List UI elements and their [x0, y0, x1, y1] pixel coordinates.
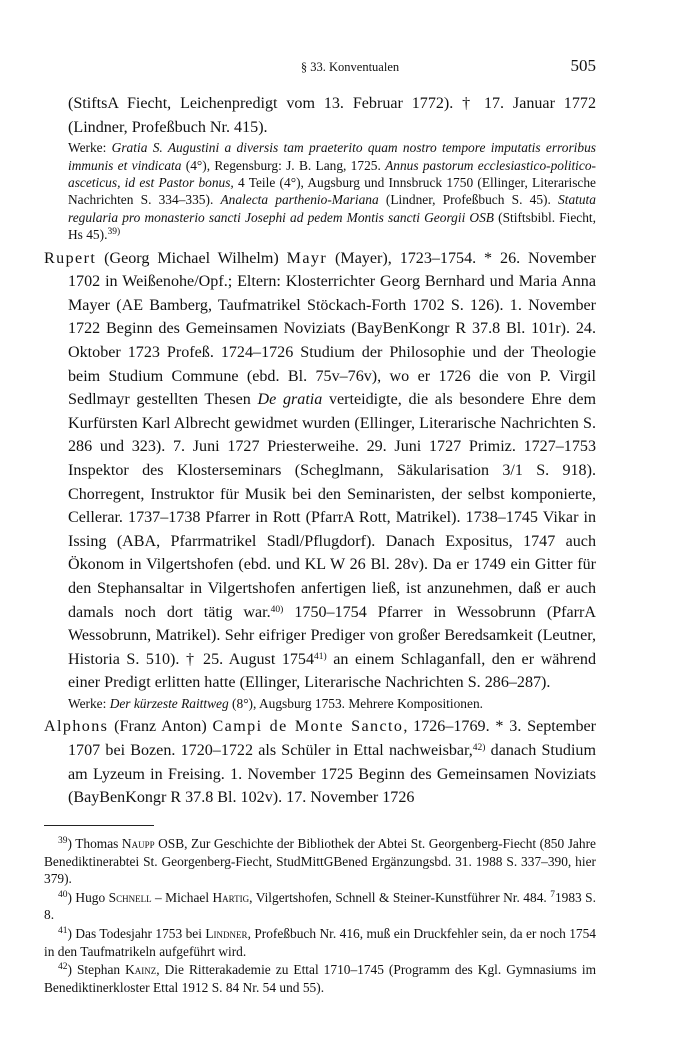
edition-number: 7: [550, 889, 555, 900]
entry-text: verteidigte, die als besondere Ehre dem Kurfürsten Karl Albrecht gewidmet wurden (Ellinger, Literarische Nachrichten S. 286 und 323). 7. Juni 1727 Priesterweihe. 29. Juni 1727 Primiz. 1727–1753 Inspektor des Klosterseminars (Scheglmann, Säkularisation 3/1 S. 918). Chorregent, Instruktor für Musik bei den Seminaristen, der selbst komponierte, Cellerar. 1737–1738 Pfarrer in Rott (PfarrA Rott, Matrikel). 1738–1745 Vikar in Issing (ABA, Pfarrmatrikel Stadl/Pflugdorf). Danach Expositus, 1747 auch Ökonom in Vilgertshofen (ebd. und KL W 26 Bl. 28v). Da er 1749 ein Gitter für den Stephansaltar in Vilgertshofen anfertigen ließ, ist anzunehmen, daß er auch damals noch dort tätig war.: [68, 391, 596, 621]
entry-text: (Georg Michael Wilhelm): [96, 249, 287, 267]
footnote-author: Kainz: [125, 962, 157, 978]
entry-mayr-works: [44, 695, 596, 712]
page-body: [44, 92, 596, 810]
entry-mayr: [44, 247, 596, 695]
entry-campi: [44, 715, 596, 809]
footnote-number: 39: [58, 836, 68, 846]
work-title: Statuta regularia pro monasterio sancti Josephi ad pedem Montis sancti Georgii OSB: [68, 192, 596, 225]
work-title: Der kürzeste Raittweg: [109, 695, 229, 711]
work-title: Analecta parthenio-Mariana: [220, 192, 379, 208]
entry-surname: Campi de Monte Sancto: [212, 718, 404, 736]
footnote-text: 1983 S. 8.: [44, 889, 596, 923]
works-text: (Stiftsbibl. Fiecht, Hs 45).: [68, 209, 597, 243]
entry-text: 1750–1754 Pfarrer in Wessobrunn (PfarrA Wessobrunn, Matrikel). Sehr eifriger Prediger von großer Beredsamkeit (Leutner, Historia S. 510). † 25. August 1754: [68, 603, 596, 668]
work-title: Gratia S. Augustini a diversis tam praeterito quam nostro tempore imputatis erroribus immunis et vindicata: [68, 140, 596, 173]
footnote: [44, 961, 596, 996]
entry-text: (Mayer), 1723–1754. * 26. November 1702 in Weißenohe/Opf.; Eltern: Klosterrichter Georg Bernhard und Maria Anna Mayer (AE Bamberg, Taufmatrikel Stöckach-Forth 1702 S. 126). 1. November 1722 Beginn des Gemeinsamen Noviziats (BayBenKongr R 37.8 Bl. 101r). 24. Oktober 1723 Profeß. 1724–1726 Studium der Philosophie und der Theologie beim Studium Commune (ebd. Bl. 75v–76v), wo er 1726 die von P. Virgil Sedlmayr gestellten Thesen: [68, 249, 596, 409]
footnote-ref: 42): [472, 742, 486, 753]
footnote-ref: 41): [314, 651, 327, 662]
footnote-number: 42: [58, 962, 68, 973]
entry-text: , 1726–1769. * 3. September 1707 bei Bozen. 1720–1722 als Schüler in Ettal nachweisbar,: [68, 718, 596, 759]
footnotes: [44, 835, 596, 997]
entry-first-name: Alphons: [44, 718, 109, 736]
page-number: 505: [570, 56, 596, 75]
thesis-title: De gratia: [257, 391, 323, 409]
footnote-text: ) Das Todesjahr 1753 bei: [67, 925, 206, 941]
footnote-text: , Die Ritterakademie zu Ettal 1710–1745 (Programm des Kgl. Gymnasiums im Benediktinerkloster Ettal 1912 S. 84 Nr. 54 und 55).: [44, 962, 597, 995]
entry-text: (Franz Anton): [108, 718, 213, 736]
footnote-author: Schnell: [108, 889, 152, 905]
works-text: (8°), Augsburg 1753. Mehrere Kompositionen.: [228, 695, 483, 711]
continued-entry-works: [44, 139, 596, 243]
running-head: [0, 58, 700, 78]
works-text: (Lindner, Profeßbuch S. 45).: [378, 192, 559, 208]
footnote-text: OSB, Zur Geschichte der Bibliothek der Abtei St. Georgenberg-Fiecht (850 Jahre Benediktinerabtei St. Georgenberg-Fiecht, StudMittGBened Ergänzungsbd. 31. 1988 S. 337–390, hier 379).: [44, 836, 596, 887]
works-text: (4°), Regensburg: J. B. Lang, 1725.: [181, 157, 386, 173]
footnote-author: Hartig: [212, 889, 250, 905]
footnote-number: 40: [58, 889, 68, 900]
footnote-text: , Vilgertshofen, Schnell & Steiner-Kunstführer Nr. 484.: [249, 889, 551, 905]
continued-entry-text: (StiftsA Fiecht, Leichenpredigt vom 13. Februar 1772). † 17. Januar 1772 (Lindner, Profeßbuch Nr. 415).: [68, 95, 596, 136]
footnote: [44, 889, 596, 924]
entry-text: danach Studium am Lyzeum in Freising. 1. November 1725 Beginn des Gemeinsamen Noviziats (BayBenKongr R 37.8 Bl. 102v). 17. November 1726: [68, 741, 596, 807]
footnote-text: ) Thomas: [67, 836, 122, 851]
footnote-author: Lindner: [205, 925, 248, 941]
work-title: Annus pastorum ecclesiastico-politico-asceticus, id est Pastor bonus,: [68, 157, 596, 190]
footnote-separator: [44, 825, 154, 826]
footnote-text: ) Hugo: [67, 889, 109, 905]
works-label: Werke:: [68, 695, 110, 711]
entry-first-name: Rupert: [44, 249, 97, 267]
footnote: [44, 835, 596, 888]
footnote: [44, 925, 596, 960]
footnote-author: Naupp: [121, 836, 155, 851]
works-text: 4 Teile (4°), Augsburg und Innsbruck 1750 (Ellinger, Literarische Nachrichten S. 334–335).: [68, 175, 596, 208]
footnote-text: ) Stephan: [67, 962, 126, 978]
section-title: § 33. Konventualen: [300, 60, 400, 74]
footnote-text: , Profeßbuch Nr. 416, muß ein Druckfehler sein, da er noch 1754 in den Taufmatrikeln aufgeführt wird.: [44, 925, 596, 959]
footnote-ref: 39): [107, 227, 121, 238]
entry-surname: Mayr: [286, 249, 328, 267]
entry-text: an einem Schlaganfall, den er während einer Predigt erlitten hatte (Ellinger, Literarische Nachrichten S. 286–287).: [68, 650, 597, 692]
footnote-text: – Michael: [151, 889, 213, 905]
footnote-ref: 40): [270, 604, 284, 615]
footnote-number: 41: [58, 925, 68, 936]
works-label: Werke:: [68, 140, 112, 156]
